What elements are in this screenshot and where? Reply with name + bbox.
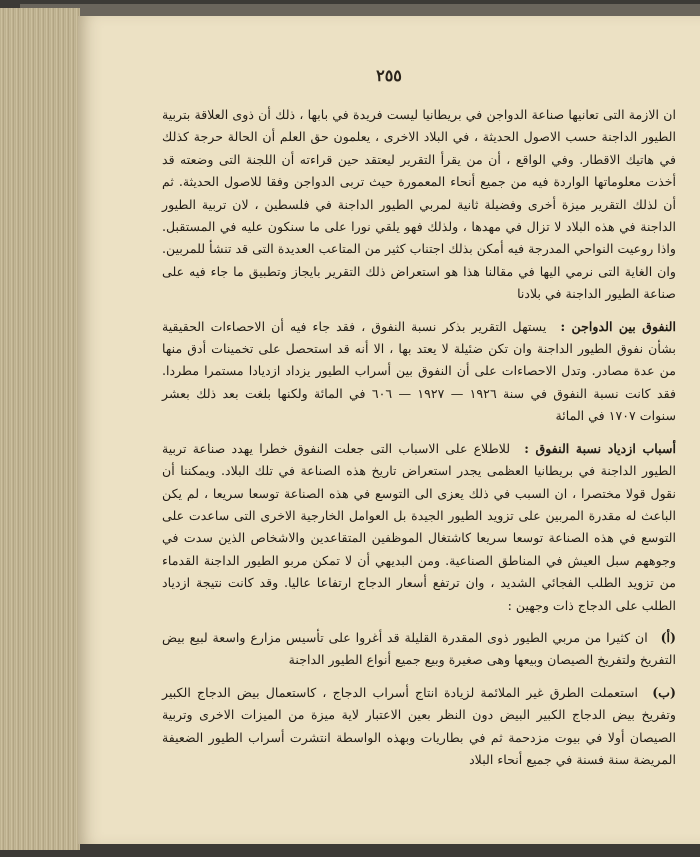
mortality-body: يستهل التقرير بذكر نسبة النفوق ، فقد جاء فيه أن الاحصاءات الحقيقية بشأن نفوق الطيور الداجنة وان تكن ضئيلة لا يعتد بها ، الا أنه قد استحصل على تخمينات أدق منها من عدة مصادر. وتدل الاحصاءات على أن النفوق بين أسراب الطيور يزداد ازديادا مستمرا مطردا. فقد كانت نسبة النفوق في سنة ١٩٢٦ — ١٩٢٧ — ٦٠٦ في المائة ولكنها بلغت بعد ذلك بعشر سنوات ١٧٠٧ في المائة	[162, 318, 676, 424]
book-top-edge	[20, 4, 700, 16]
book-page	[78, 16, 700, 844]
causes-heading: أسباب ازدياد نسبة النفوق :	[524, 440, 676, 456]
book-page-edges	[0, 8, 80, 850]
mortality-paragraph	[162, 316, 676, 428]
list-text-b: استعملت الطرق غير الملائمة لزيادة انتاج أسراب الدجاج ، كاستعمال بيض الدجاج الكبير وتفريخ بيض الدجاج الكبير البيض دون النظر بعين الاعتبار لاية ميزة من الميزات الاخرى وتربية الصيصان أولا في بيوت مزدحمة ثم في بطاريات وبهذه الواسطة انتشرت أسراب الطيور الضعيفة المريضة سنة فسنة في جميع أنحاء البلاد	[162, 684, 676, 767]
mortality-heading: النفوق بين الدواجن :	[560, 318, 676, 334]
intro-paragraph: ان الازمة التى تعانيها صناعة الدواجن في بريطانيا ليست فريدة في بابها ، ذلك أن ذوى العلاقة بتربية الطيور الداجنة حسب الاصول الحديثة ، في البلاد الاخرى ، يعلمون حق العلم أن الحالة حرجة كذلك في هاتيك الاقطار. وفي الواقع ، أن من يقرأ التقرير ليعتقد حين قراءته أن اللجنة التى وضعته قد أخذت معلوماتها الواردة فيه من جميع أنحاء المعمورة حيث تربى الدواجن وفقا للاصول الحديثة. ثم أن لذلك التقرير ميزة أخرى وفضيلة ثانية لمربي الطيور الداجنة في فلسطين ، لان تربية الطيور الداجنة في هذه البلاد لا تزال في مهدها ، ولذلك فهو يلقي نورا على ما سنكون عليه في المستقبل. واذا روعيت النواحي المدرجة فيه أمكن بذلك اجتناب كثير من المتاعب العديدة التى قد تنشأ للمربين. وان الغاية التى نرمي اليها في مقالنا هذا هو استعراض ذلك التقرير بايجاز وتطبيق ما جاء فيه على صناعة الطيور الداجنة في بلادنا	[162, 107, 676, 302]
page-body	[162, 104, 676, 781]
causes-paragraph	[162, 438, 676, 617]
list-marker-a: (أ)	[660, 629, 676, 645]
list-item-b	[162, 682, 676, 772]
page-number: ٢٥٥	[376, 66, 402, 85]
list-marker-b: (ب)	[652, 684, 676, 700]
list-item-a	[162, 627, 676, 672]
causes-body: للاطلاع على الاسباب التى جعلت النفوق خطرا يهدد صناعة تربية الطيور الداجنة في بريطانيا العظمى يجدر استعراض تاريخ هذه الصناعة في تلك البلاد. ويمكننا أن نقول قولا مختصرا ، ان السبب في ذلك يعزى الى التوسع في هذه الصناعة توسعا سريعا ، لم يكن الباعث له مقدرة المربين على تزويد الطيور الجيدة بل العوامل الخارجية الاخرى التى ساعدت على التوسع في هذه الصناعة توسعا سريعا كاشتغال الموظفين المتقاعدين والاشخاص الذين سدت في وجوههم سبل العيش في المناطق الصناعية. ومن البديهي أن لا تمكن مربو الطيور الداجنة القدماء من تزويد الطلب الفجائي الشديد ، وان ترتفع أسعار الدجاج ارتفاعا عاليا. وقد كانت نتيجة ازدياد الطلب على الدجاج ذات وجهين :	[162, 440, 676, 613]
list-text-a: ان كثيرا من مربي الطيور ذوى المقدرة القليلة قد أغروا على تأسيس مزارع واسعة لبيع بيض التفريخ ولتفريخ الصيصان وبيعها وهى صغيرة وبيع جميع أنواع الطيور الداجنة	[162, 629, 676, 668]
